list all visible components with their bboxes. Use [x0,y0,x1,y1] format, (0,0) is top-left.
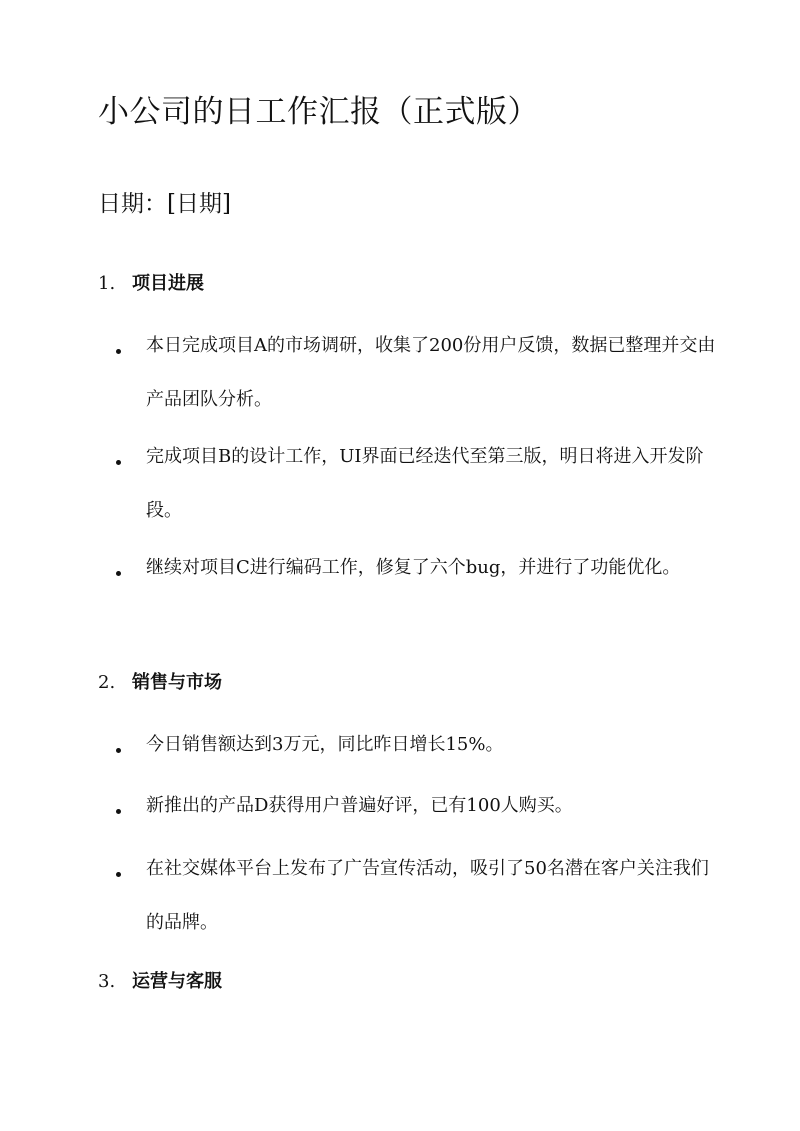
section-number: 3. [98,971,116,992]
bullet-icon [116,349,121,354]
list-item-text: 今日销售额达到3万元，同比昨日增长15%。 [146,734,504,755]
list-item-text: 新推出的产品D获得用户普遍好评，已有100人购买。 [146,795,573,816]
section-number: 2. [98,672,116,693]
section-title: 运营与客服 [132,971,222,992]
bullet-icon [116,748,121,753]
section-title: 销售与市场 [132,672,222,693]
list-item-text: 在社交媒体平台上发布了广告宣传活动，吸引了50名潜在客户关注我们的品牌。 [146,858,709,933]
list-item-text: 继续对项目C进行编码工作，修复了六个bug，并进行了功能优化。 [146,557,681,578]
bullet-icon [116,460,121,465]
bullet-icon [116,809,121,814]
section-heading-operations [98,971,222,993]
bullet-icon [116,571,121,576]
section-heading-sales [98,672,222,694]
page-title: 小公司的日工作汇报（正式版） [98,94,539,130]
report-date: 日期：[日期] [98,191,231,217]
section-number: 1. [98,273,116,294]
bullet-icon [116,872,121,877]
list-item-text: 本日完成项目A的市场调研，收集了200份用户反馈，数据已整理并交由产品团队分析。 [146,335,716,410]
list-item-text: 完成项目B的设计工作，UI界面已经迭代至第三版，明日将进入开发阶段。 [146,446,704,521]
section-heading-progress [98,273,204,295]
section-title: 项目进展 [132,273,204,294]
